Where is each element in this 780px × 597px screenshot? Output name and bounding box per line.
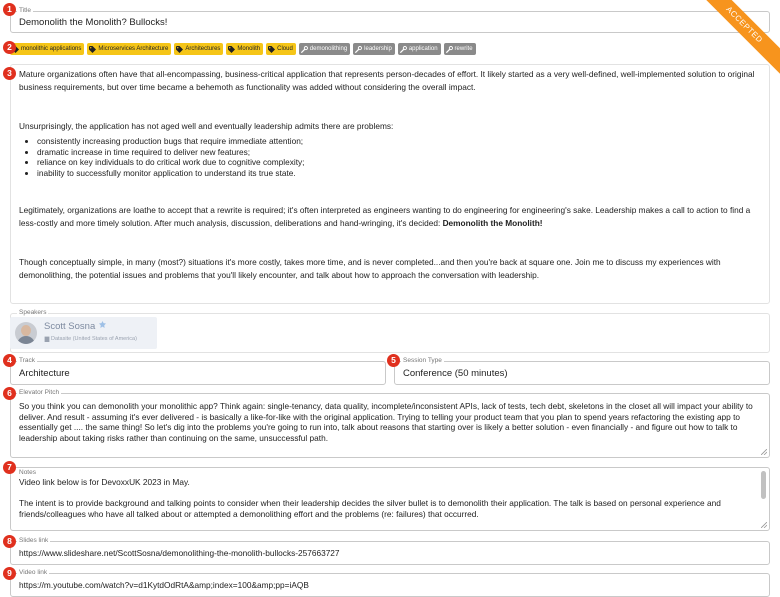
description-paragraph-2: Unsurprisingly, the application has not aged well and eventually leadership admits there are problems: xyxy=(19,121,394,131)
badge-3: 3 xyxy=(3,67,16,80)
title-legend: Title xyxy=(19,7,32,14)
speaker-location: Datasite (United States of America) xyxy=(51,336,137,342)
tag-application[interactable]: application xyxy=(398,43,441,55)
description-paragraph-3: Legitimately, organizations are loathe to accept that a rewrite is required; it's often interpreted as engineers wanting to do engineering for engineering's sake. Leadership makes a call to action to find a less-costly and more timely solution. After much analysis, discussion, deliberations and hand-wringing, it's decided: Demonolith the Monolith! xyxy=(19,205,751,229)
slides-link-value: https://www.slideshare.net/ScottSosna/demonolithing-the-monolith-bullocks-257663727 xyxy=(19,548,340,558)
notes-legend: Notes xyxy=(19,469,36,476)
tag-icon xyxy=(228,46,235,53)
tag-icon xyxy=(176,46,183,53)
status-ribbon: ACCEPTED xyxy=(700,0,780,80)
elevator-pitch-field[interactable] xyxy=(10,389,770,458)
list-item: • dramatic increase in time required to deliver new features; xyxy=(37,147,757,158)
title-field[interactable] xyxy=(10,7,770,33)
speakers-legend: Speakers xyxy=(19,309,47,316)
problem-list xyxy=(19,136,757,178)
description-panel xyxy=(10,64,770,304)
tag-monolith[interactable]: Monolith xyxy=(226,43,263,55)
notes-value: Video link below is for DevoxxUK 2023 in May. The intent is to provide background and talking points to consider when their leadership decides the silver bullet is to demonolith their application. The talk is based on personal experience and friends/colleagues who have all talked about or attempted a demonolithing effort and the problems (re: failures) that occurred. xyxy=(19,477,721,519)
description-text xyxy=(19,68,757,282)
building-icon xyxy=(44,336,50,342)
resize-handle-icon[interactable] xyxy=(761,522,767,528)
session-type-value: Conference (50 minutes) xyxy=(403,368,508,379)
notes-scrollbar[interactable] xyxy=(761,471,766,499)
wrench-icon xyxy=(301,46,308,53)
title-value: Demonolith the Monolith? Bullocks! xyxy=(19,17,168,28)
track-legend: Track xyxy=(19,357,36,364)
wrench-icon xyxy=(446,46,453,53)
elevator-pitch-legend: Elevator Pitch xyxy=(19,389,60,396)
track-value: Architecture xyxy=(19,368,70,379)
video-link-value: https://m.youtube.com/watch?v=d1KytdOdRtA&amp;index=100&amp;pp=iAQB xyxy=(19,580,309,590)
notes-field[interactable] xyxy=(10,467,770,531)
avatar xyxy=(15,322,37,344)
tag-monolithic-applications[interactable]: monolithic applications xyxy=(10,43,84,55)
badge-1: 1 xyxy=(3,3,16,16)
session-type-legend: Session Type xyxy=(403,357,442,364)
tag-icon xyxy=(268,46,275,53)
tag-rewrite[interactable]: rewrite xyxy=(444,43,476,55)
tag-architectures[interactable]: Architectures xyxy=(174,43,223,55)
badge-5: 5 xyxy=(387,354,400,367)
slides-link-legend: Slides link xyxy=(19,537,49,544)
tag-leadership[interactable]: leadership xyxy=(353,43,395,55)
description-paragraph-4: Though conceptually simple, in many (most?) situations it's more costly, takes more time, and is never completed...and then you're back at square one. Join me to discuss my experiences with demonolithing, the potential issues and problems that you'll likely encounter, and talk about how to approach the conversation with leadership. xyxy=(19,257,721,281)
badge-4: 4 xyxy=(3,354,16,367)
description-emphasis: Demonolith the Monolith! xyxy=(442,218,543,229)
badge-9: 9 xyxy=(3,567,16,580)
elevator-pitch-value: So you think you can demonolith your monolithic app? Think again: single-tenancy, data quality, incomplete/inconsistent APIs, lack of tests, tech debt, skeletons in the closet all will impact your ability to deliver. And result - assuming it's ever delivered - is basically a like-for-like with the original application. Trying to telling your product team that you plan to spend years refactoring the existing app to essentially get .... the same thing! So let's dig into the problems you're going to run into, talk about reasons that starting over is likely a better solution - even financially - and figure out how to talk to leadership about taking risks rather than continuing on the same, unsuccessful path. xyxy=(19,401,753,443)
tag-list xyxy=(10,43,476,56)
video-link-field[interactable] xyxy=(10,569,770,597)
list-item: • inability to successfully monitor application to understand its true state. xyxy=(37,168,757,179)
tag-cloud[interactable]: Cloud xyxy=(266,43,296,55)
badge-8: 8 xyxy=(3,535,16,548)
wrench-icon xyxy=(355,46,362,53)
description-paragraph-1: Mature organizations often have that all-encompassing, business-critical application that represents person-decades of effort. It likely started as a very well-defined, well-implemented solution to original business requirements, but over time became a behemoth as functionality was added without considering the overall impact. xyxy=(19,69,755,92)
session-type-field[interactable] xyxy=(394,357,770,385)
list-item: • reliance on key individuals to do critical work due to cognitive complexity; xyxy=(37,157,757,168)
speaker-name: Scott Sosna xyxy=(44,321,96,332)
resize-handle-icon[interactable] xyxy=(761,449,767,455)
badge-6: 6 xyxy=(3,387,16,400)
tag-demonolithing[interactable]: demonolithing xyxy=(299,43,350,55)
slides-link-field[interactable] xyxy=(10,537,770,565)
video-link-legend: Video link xyxy=(19,569,48,576)
tag-icon xyxy=(89,46,96,53)
wrench-icon xyxy=(400,46,407,53)
badge-2: 2 xyxy=(3,41,16,54)
track-field[interactable] xyxy=(10,357,386,385)
verified-icon xyxy=(99,321,106,328)
list-item: • consistently increasing production bugs that require immediate attention; xyxy=(37,136,757,147)
status-ribbon-wrap xyxy=(700,0,780,80)
badge-7: 7 xyxy=(3,461,16,474)
speaker-card[interactable] xyxy=(10,317,157,349)
tag-microservices-architecture[interactable]: Microservices Architecture xyxy=(87,43,171,55)
